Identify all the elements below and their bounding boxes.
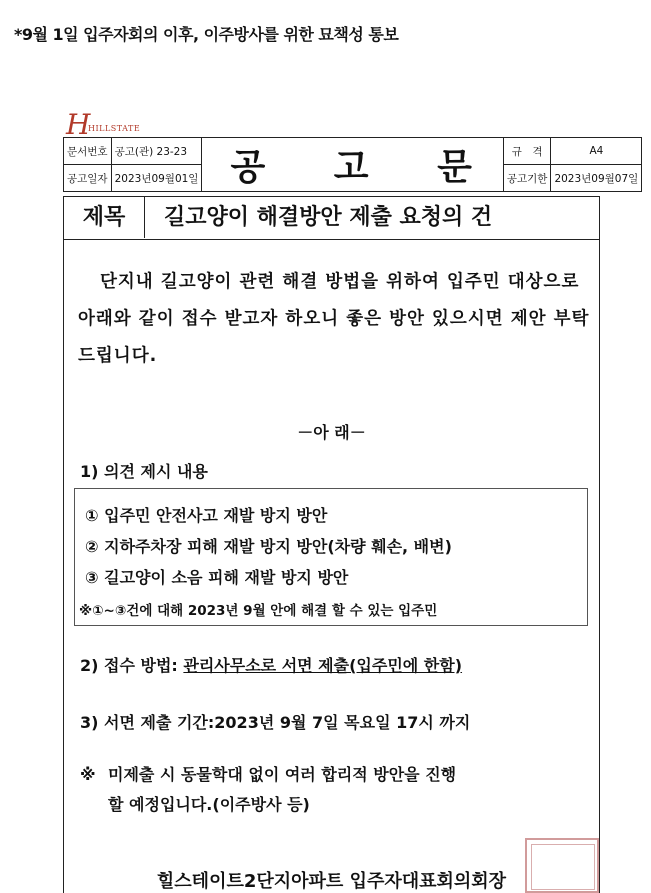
headline: *9월 1일 입주자회의 이후, 이주방사를 위한 묘책성 통보	[14, 25, 399, 44]
warning-line1: 미제출 시 동물학대 없이 여러 합리적 방안을 진행	[108, 765, 457, 784]
spec-label: 규 격	[503, 138, 551, 165]
official-seal-stamp	[525, 838, 599, 893]
warning-mark: ※	[80, 765, 96, 784]
logo-name: HILLSTATE	[88, 124, 141, 133]
opinion-box	[74, 488, 588, 626]
notice-body	[63, 240, 600, 893]
notice-title: 공 고 문	[202, 138, 503, 192]
signature: 힐스테이트2단지아파트 입주자대표회의회장	[156, 871, 507, 892]
opinion-item: ② 지하주차장 피해 재발 방지 방안(차량 훼손, 배변)	[85, 537, 452, 556]
opinion-item: ③ 길고양이 소음 피해 재발 방지 방안	[85, 568, 349, 587]
warning-note	[80, 760, 592, 820]
below-label: －아 래－	[297, 423, 366, 442]
date-value: 2023년09월01일	[111, 165, 202, 192]
spec-value: A4	[551, 138, 642, 165]
subject-label: 제목	[64, 197, 145, 238]
logo-mark: H	[66, 108, 91, 141]
submission-method: 관리사무소로 서면 제출(입주민에 한함)	[183, 656, 463, 675]
deadline-value: 2023년09월07일	[551, 165, 642, 192]
intro-paragraph: 단지내 길고양이 관련 해결 방법을 위하여 입주민 대상으로 아래와 같이 접수 받고자 하오니 좋은 방안 있으시면 제안 부탁드립니다.	[78, 272, 590, 366]
section3: 3) 서면 제출 기간:2023년 9월 7일 목요일 17시 까지	[80, 713, 471, 732]
subject-row	[63, 196, 600, 240]
notice-meta-table	[63, 137, 642, 192]
section1-title: 1) 의견 제시 내용	[80, 462, 208, 481]
date-label: 공고일자	[64, 165, 112, 192]
deadline-label: 공고기한	[503, 165, 551, 192]
opinion-note: ※①~③건에 대해 2023년 9월 안에 해결 할 수 있는 입주민	[79, 603, 438, 619]
doc-no-value: 공고(관) 23-23	[111, 138, 202, 165]
section2	[80, 653, 462, 676]
seal-inner	[531, 844, 595, 890]
section2-prefix: 2) 접수 방법:	[80, 656, 184, 675]
warning-line2: 할 예정입니다.(이주방사 등)	[108, 795, 310, 814]
opinion-item: ① 입주민 안전사고 재발 방지 방안	[85, 506, 328, 525]
hillstate-logo	[66, 108, 186, 141]
subject-text: 길고양이 해결방안 제출 요청의 건	[164, 205, 493, 230]
doc-no-label: 문서번호	[64, 138, 112, 165]
